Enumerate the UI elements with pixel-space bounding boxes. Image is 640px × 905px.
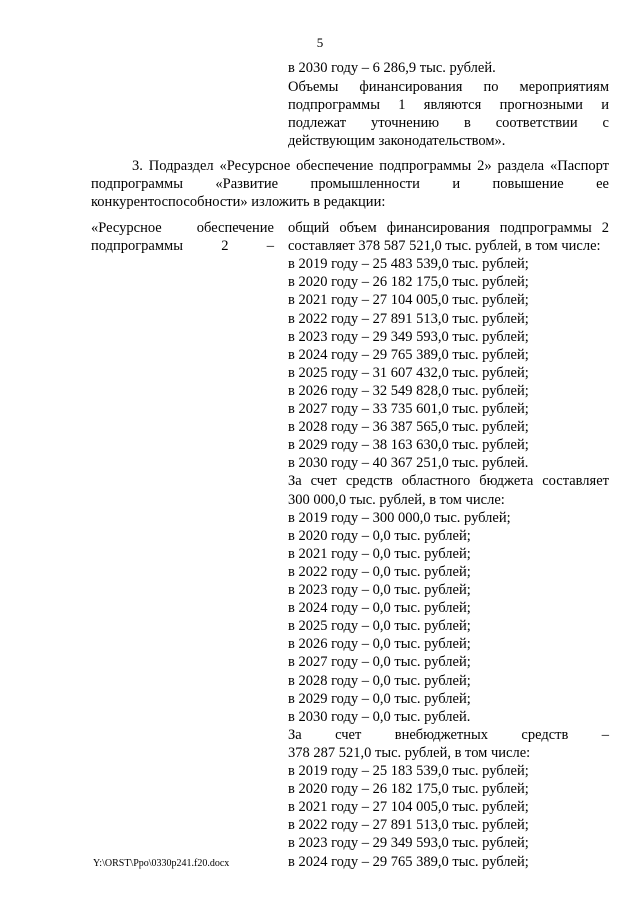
right-col-line: За счет внебюджетных средств – — [288, 726, 609, 743]
right-col-line: в 2023 году – 29 349 593,0 тыс. рублей; — [288, 328, 529, 345]
right-col-line: За счет средств областного бюджета составляет — [288, 473, 609, 490]
right-col-line: в 2022 году – 27 891 513,0 тыс. рублей; — [288, 310, 529, 327]
right-col-line: 378 287 521,0 тыс. рублей, в том числе: — [288, 744, 531, 761]
right-col-line: в 2020 году – 0,0 тыс. рублей; — [288, 527, 471, 544]
left-col-line-1: «Ресурсное обеспечение — [91, 220, 274, 236]
left-col-line-2: подпрограммы 2 – — [91, 238, 274, 254]
right-col-line: общий объем финансирования подпрограммы 2 — [288, 220, 609, 236]
right-col-line: в 2029 году – 0,0 тыс. рублей; — [288, 690, 471, 707]
right-col-line: в 2024 году – 0,0 тыс. рублей; — [288, 600, 471, 617]
right-col-line: в 2024 году – 29 765 389,0 тыс. рублей; — [288, 853, 529, 870]
right-col-line: в 2027 году – 0,0 тыс. рублей; — [288, 654, 471, 671]
paragraph-line-2: подпрограммы «Развитие промышленности и повышение ее — [91, 176, 609, 192]
right-col-line: составляет 378 587 521,0 тыс. рублей, в том числе: — [288, 238, 601, 255]
right-col-line: в 2021 году – 27 104 005,0 тыс. рублей; — [288, 292, 529, 309]
right-col-line: в 2025 году – 31 607 432,0 тыс. рублей; — [288, 364, 529, 381]
page-number: 5 — [316, 35, 324, 50]
paragraph-line-1: 3. Подраздел «Ресурсное обеспечение подпрограммы 2» раздела «Паспорт — [132, 158, 609, 174]
top-line-1: в 2030 году – 6 286,9 тыс. рублей. — [288, 60, 496, 76]
right-col-line: в 2019 году – 25 183 539,0 тыс. рублей; — [288, 763, 529, 779]
right-col-line: в 2022 году – 0,0 тыс. рублей; — [288, 563, 471, 580]
top-line-2: Объемы финансирования по мероприятиям — [288, 79, 609, 95]
right-col-line: 300 000,0 тыс. рублей, в том числе: — [288, 491, 505, 508]
top-line-5: действующим законодательством». — [288, 133, 506, 149]
top-line-4: подлежат уточнению в соответствии с — [288, 115, 609, 131]
paragraph-line-3: конкурентоспособности» изложить в редакции: — [91, 194, 386, 210]
right-col-line: в 2030 году – 0,0 тыс. рублей. — [288, 708, 471, 725]
right-col-line: в 2026 году – 0,0 тыс. рублей; — [288, 636, 471, 653]
right-col-line: в 2023 году – 0,0 тыс. рублей; — [288, 582, 471, 598]
right-col-line: в 2026 году – 32 549 828,0 тыс. рублей; — [288, 382, 529, 399]
right-col-line: в 2020 году – 26 182 175,0 тыс. рублей; — [288, 781, 529, 798]
right-col-line: в 2025 году – 0,0 тыс. рублей; — [288, 618, 471, 635]
right-col-line: в 2028 году – 0,0 тыс. рублей; — [288, 672, 471, 689]
right-col-line: в 2019 году – 25 483 539,0 тыс. рублей; — [288, 256, 529, 273]
right-col-line: в 2021 году – 0,0 тыс. рублей; — [288, 545, 471, 562]
right-col-line: в 2029 году – 38 163 630,0 тыс. рублей; — [288, 437, 529, 454]
right-col-line: в 2019 году – 300 000,0 тыс. рублей; — [288, 509, 511, 526]
right-col-line: в 2024 году – 29 765 389,0 тыс. рублей; — [288, 346, 529, 363]
top-line-3: подпрограммы 1 являются прогнозными и — [288, 97, 609, 113]
right-col-line: в 2030 году – 40 367 251,0 тыс. рублей. — [288, 455, 529, 472]
right-col-line: в 2021 году – 27 104 005,0 тыс. рублей; — [288, 799, 529, 816]
right-col-line: в 2028 году – 36 387 565,0 тыс. рублей; — [288, 419, 529, 436]
footer-path: Y:\ORST\Ppo\0330p241.f20.docx — [93, 858, 230, 869]
right-col-line: в 2027 году – 33 735 601,0 тыс. рублей; — [288, 401, 529, 417]
right-col-line: в 2023 году – 29 349 593,0 тыс. рублей; — [288, 835, 529, 852]
right-col-line: в 2020 году – 26 182 175,0 тыс. рублей; — [288, 274, 529, 291]
right-col-line: в 2022 году – 27 891 513,0 тыс. рублей; — [288, 817, 529, 834]
